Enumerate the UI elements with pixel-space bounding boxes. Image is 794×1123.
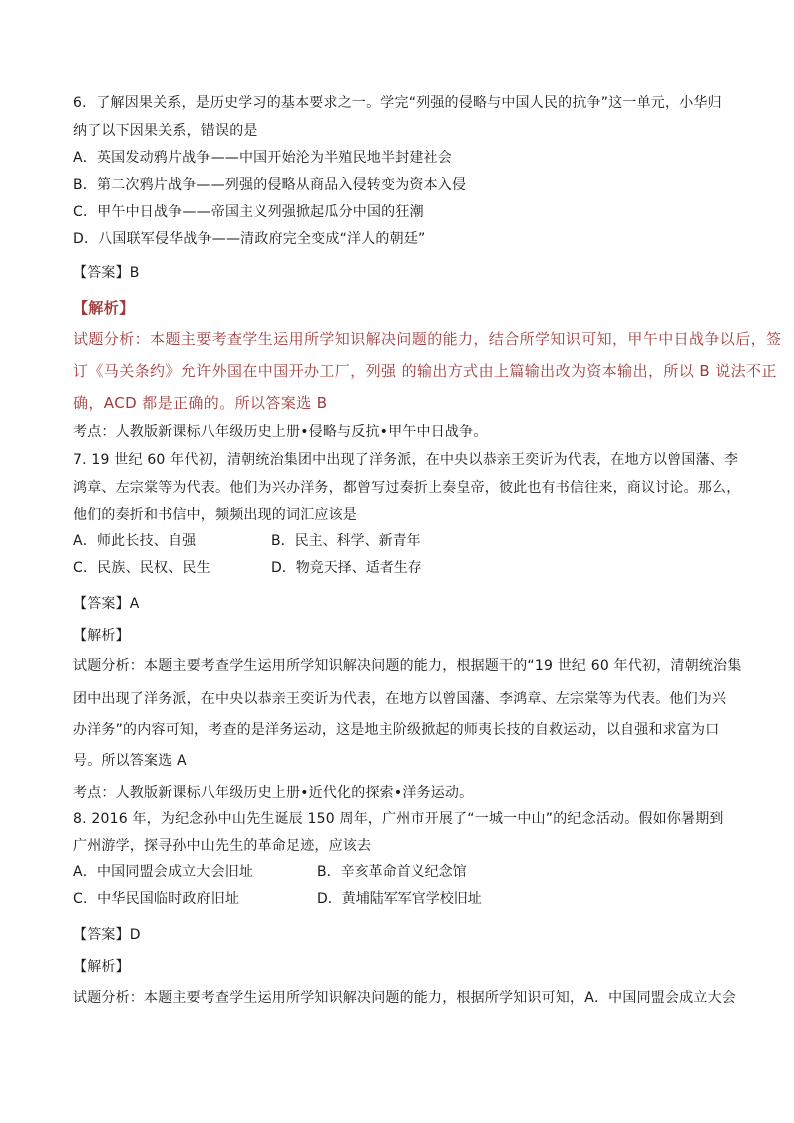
q7-analysis-line3: 办洋务”的内容可知，考查的是洋务运动，这是地主阶级掀起的师夷长技的自救运动，以自强和求富为口 (73, 722, 720, 738)
q8-analysis-label: 【解析】 (73, 959, 130, 975)
q7-option-b: B．民主、科学、新青年 (271, 533, 421, 549)
q6-analysis-line3: 确，ACD 都是正确的。所以答案选 B (73, 394, 328, 412)
q7-kaodian: 考点：人教版新课标八年级历史上册•近代化的探索•洋务运动。 (73, 785, 474, 801)
q7-option-a: A．师此长技、自强 (73, 533, 197, 549)
q6-stem-line2: 纳了以下因果关系，错误的是 (73, 123, 258, 139)
q8-option-b: B．辛亥革命首义纪念馆 (317, 864, 467, 880)
q8-option-d: D．黄埔陆军军官学校旧址 (317, 891, 482, 907)
q8-answer: 【答案】D (73, 927, 141, 943)
q7-analysis-label: 【解析】 (73, 628, 130, 644)
q6-answer: 【答案】B (73, 265, 140, 281)
q7-analysis-line2: 团中出现了洋务派，在中央以恭亲王奕䜣为代表，在地方以曾国藩、李鸿章、左宗棠等为代表。他们为兴 (73, 691, 727, 707)
q6-stem-line1: 6．了解因果关系，是历史学习的基本要求之一。学完“列强的侵略与中国人民的抗争”这一单元，小华归 (73, 95, 722, 111)
q7-answer: 【答案】A (73, 596, 140, 612)
q6-option-a: A．英国发动鸦片战争——中国开始沦为半殖民地半封建社会 (73, 150, 452, 166)
q8-option-a: A．中国同盟会成立大会旧址 (73, 864, 254, 880)
q8-stem-line1: 8. 2016 年，为纪念孙中山先生诞辰 150 周年，广州市开展了“一城一中山”的纪念活动。假如你暑期到 (73, 811, 724, 827)
q7-option-d: D．物竞天择、适者生存 (271, 560, 422, 576)
q6-option-c: C．甲午中日战争——帝国主义列强掀起瓜分中国的狂潮 (73, 204, 424, 220)
q7-analysis-line1: 试题分析：本题主要考查学生运用所学知识解决问题的能力，根据题干的“19 世纪 60 年代初，清朝统治集 (73, 658, 742, 674)
q6-kaodian: 考点：人教版新课标八年级历史上册•侵略与反抗•甲午中日战争。 (73, 424, 488, 440)
q8-analysis-line1: 试题分析：本题主要考查学生运用所学知识解决问题的能力，根据所学知识可知，A．中国同盟会成立大会 (73, 990, 736, 1006)
q7-stem-line1: 7. 19 世纪 60 年代初，清朝统治集团中出现了洋务派，在中央以恭亲王奕䜣为代表，在地方以曾国藩、李 (73, 452, 739, 468)
q6-option-b: B．第二次鸦片战争——列强的侵略从商品入侵转变为资本入侵 (73, 177, 467, 193)
q8-stem-line2: 广州游学，探寻孙中山先生的革命足迹，应该去 (73, 838, 372, 854)
q8-option-c: C．中华民国临时政府旧址 (73, 891, 240, 907)
q7-option-c: C．民族、民权、民生 (73, 560, 211, 576)
q6-analysis-line1: 试题分析：本题主要考查学生运用所学知识解决问题的能力，结合所学知识可知，甲午中日战争以后，签 (73, 330, 782, 348)
q7-stem-line2: 鸿章、左宗棠等为代表。他们为兴办洋务，都曾写过奏折上奏皇帝，彼此也有书信往来，商议讨论。那么， (73, 480, 741, 496)
q7-stem-line3: 他们的奏折和书信中，频频出现的词汇应该是 (73, 507, 357, 523)
q7-analysis-line4: 号。所以答案选 A (73, 753, 187, 769)
q6-analysis-line2: 订《马关条约》允许外国在中国开办工厂，列强 的输出方式由上篇输出改为资本输出，所以 B 说法不正 (73, 362, 777, 380)
q6-option-d: D．八国联军侵华战争——清政府完全变成“洋人的朝廷” (73, 231, 426, 247)
q6-analysis-label: 【解析】 (73, 299, 135, 317)
